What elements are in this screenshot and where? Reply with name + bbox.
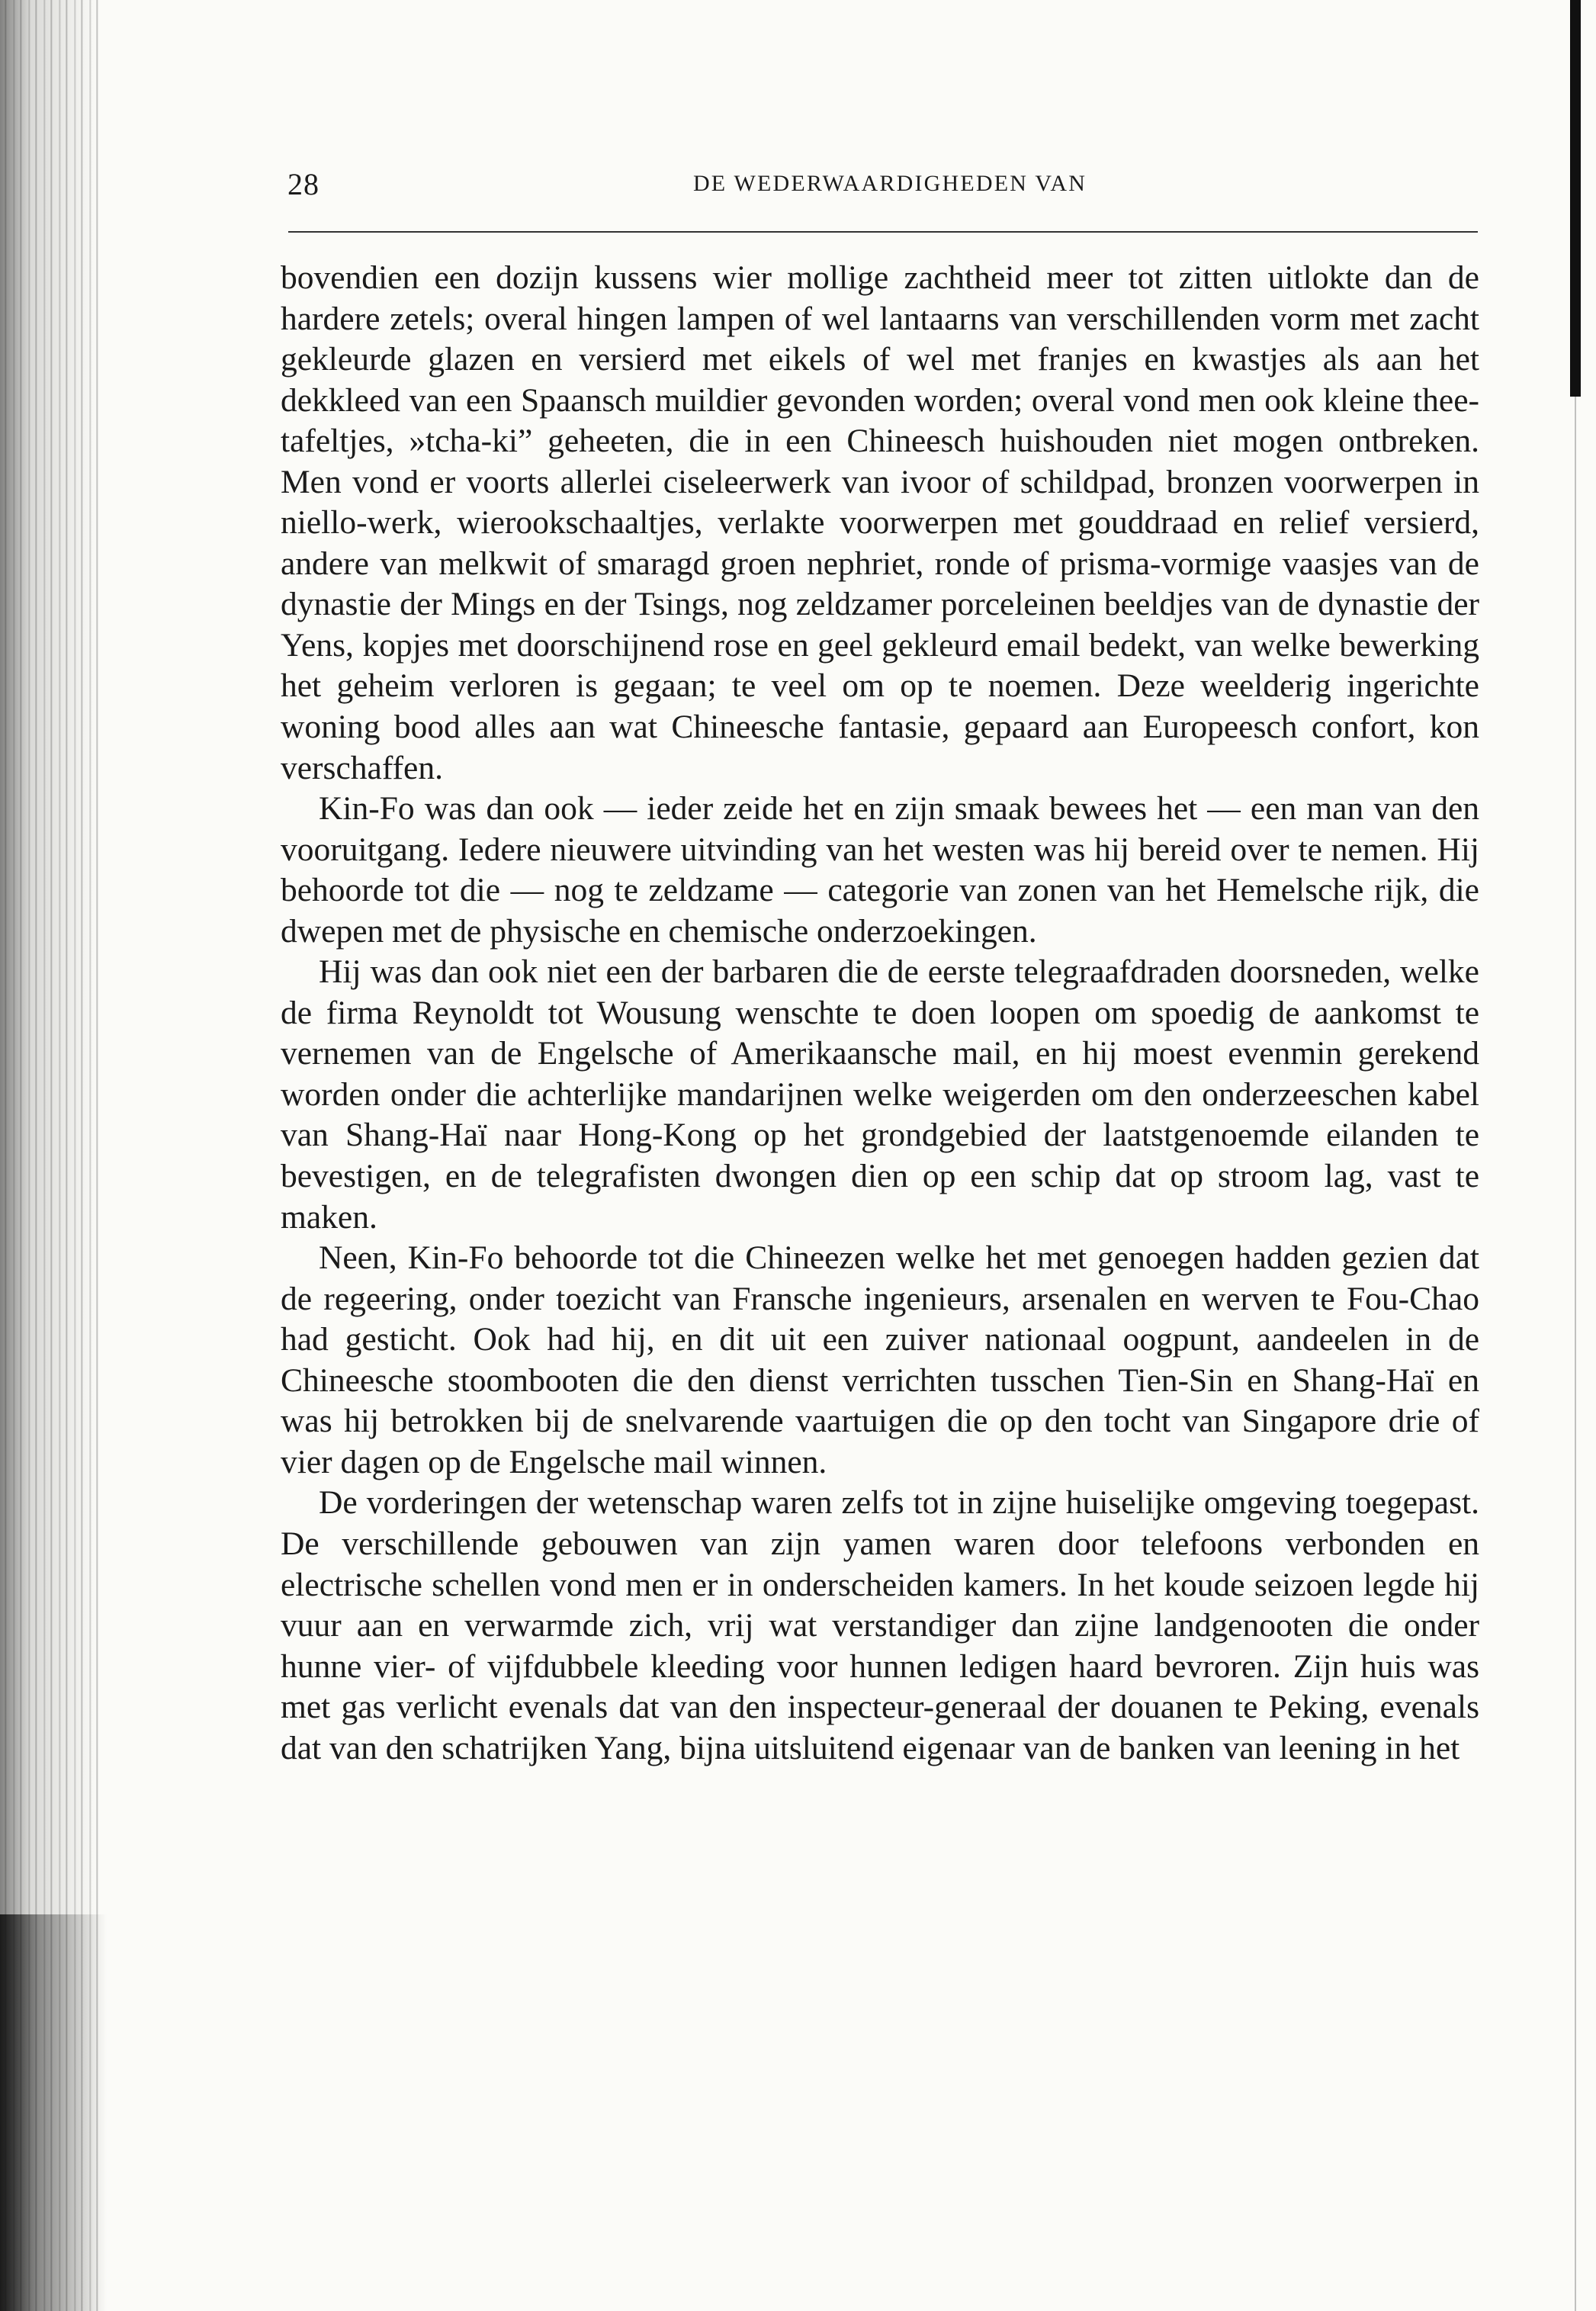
running-head: DE WEDERWAARDIGHEDEN VAN bbox=[692, 171, 1087, 196]
header-rule bbox=[288, 231, 1478, 233]
body-text bbox=[281, 258, 1479, 1769]
binding-gutter-shadow-bottom bbox=[0, 1914, 107, 2311]
paragraph: Neen, Kin-Fo behoorde tot die Chineezen welke het met genoegen hadden gezien dat de regeering, onder toezicht van Fransche ingenieurs, arsenalen en werven te Fou-Chao had gesticht. Ook had hij, en dit uit een zuiver nationaal oogpunt, aandeelen in de Chineesche stoombooten die den dienst verrichten tusschen Tien-Sin en Shang-Haï en was hij betrokken bij de snelvarende vaartuigen die op den tocht van Singapore drie of vier dagen op de Engelsche mail winnen. bbox=[281, 1239, 1479, 1480]
page-number: 28 bbox=[287, 167, 320, 201]
paragraph: Kin-Fo was dan ook — ieder zeide het en zijn smaak bewees het — een man van den vooruitgang. Iedere nieuwere uitvinding van het westen was hij bereid over te nemen. Hij behoorde tot die — nog te zeldzame — categorie van zonen van het Hemelsche rijk, die dwepen met de physische en chemische onderzoekingen. bbox=[281, 790, 1479, 950]
paragraph: Hij was dan ook niet een der barbaren die de eerste telegraafdraden doorsneden, welke de firma Reynoldt tot Wousung wenschte te doen loopen om spoedig de aankomst te vernemen van de Engelsche of Amerikaansche mail, en hij moest evenmin gerekend worden onder die achterlijke mandarijnen welke weigerden om den onderzeeschen kabel van Shang-Haï naar Hong-Kong op het grondgebied der laatstgenoemde eilanden te bevestigen, en de telegrafisten dwongen dien op een schip dat op stroom lag, vast te maken. bbox=[281, 953, 1479, 1236]
page-edge-mark bbox=[1570, 0, 1581, 397]
page-edge-line bbox=[1575, 397, 1576, 2311]
paragraph: De vorderingen der wetenschap waren zelfs tot in zijne huiselijke omgeving toegepast. De verschillende gebouwen van zijn yamen waren door telefoons verbonden en electrische schellen vond men er in onderscheiden kamers. In het koude seizoen legde hij vuur aan en verwarmde zich, vrij wat verstandiger dan zijne landgenooten die onder hunne vier- of vijfdubbele kleeding voor hunnen ledigen haard bevroren. Zijn huis was met gas verlicht evenals dat van den inspecteur-generaal der douanen te Peking, evenals dat van den schatrijken Yang, bijna uitsluitend eigenaar van de banken van leening in het bbox=[281, 1484, 1479, 1766]
page-header bbox=[284, 166, 1473, 204]
paragraph: bovendien een dozijn kussens wier mollige zachtheid meer tot zitten uitlokte dan de hardere zetels; overal hingen lampen of wel lantaarns van verschillenden vorm met zacht gekleurde glazen en versierd met eikels of wel met franjes en kwastjes als aan het dekkleed van een Spaansch muildier gevonden worden; overal vond men ook kleine thee-tafeltjes, »tcha-ki” geheeten, die in een Chineesch huishouden niet mogen ontbreken. Men vond er voorts allerlei ciseleerwerk van ivoor of schildpad, bronzen voorwerpen in niello-werk, wierookschaaltjes, verlakte voorwerpen met gouddraad en relief versierd, andere van melkwit of smaragd groen nephriet, ronde of prisma-vormige vaasjes van de dynastie der Mings en der Tsings, nog zeldzamer porceleinen beeldjes van de dynastie der Yens, kopjes met doorschijnend rose en geel gekleurd email bedekt, van welke bewerking het geheim verloren is gegaan; te veel om op te noemen. Deze weelderig ingerichte woning bood alles aan wat Chineesche fantasie, gepaard aan Europeesch confort, kon verschaffen. bbox=[281, 259, 1479, 786]
